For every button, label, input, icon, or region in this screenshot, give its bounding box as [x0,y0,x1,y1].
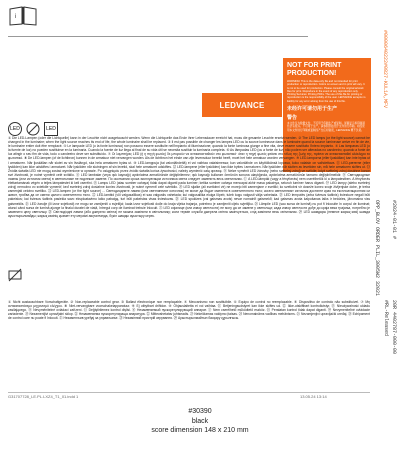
warning-cn-heading: 警告 [287,115,298,122]
vertical-code-4: #RL-Released [383,300,389,337]
light-source-notice: ① Die LED-Lampen (oder die Lichtquelle) kann in der Leuchte nicht ausgetauscht werden. Wenn die Lichtquelle das Ende ihrer Lebensdauer erreicht hat, muss die gesamte Leuchte ersetzt werden. ② The LED lamps (or the light source) cannot be changed in the luminaire; when the light source reaches its end of life, the whole luminaire shall be replaced. ③ Il est pas possible de changer les lampes LED ou la source lumineuse dans le luminaire quand la source lumineuse arrive en fin de vie, le luminaire entier doit être remplacé. ④ Le lampade LED (o la fonte luminosa) non possono essere sostituite nell'impianto di illuminazione; quando la fonte luminosa giunge a fine vita, deve essere sostituito l'intero impianto. ⑤ Las lámparas LED (o la fuente de luz) no pueden sustituirse en la luminaria. Cuando la fuente de luz llega al final de su vida útil se necesita sustituir la luminaria completa. ⑥ As lâmpadas LED (ou a fonte de luz) não podem ser alteradas no candeeiro; quando a fonte de luz atingir o seu fim de vida, todo o candeeiro deve ser substituído. ⑦ Οι λαμπτήρες LED (ή η πηγή φωτός) δε μπορούν να αντικατασταθούν στο φωτιστικό· όταν η πηγή φωτός φτάσει στο τέλος της ζωής της, πρέπει να αντικατασταθεί ολόκληρο το φωτιστικό. ⑧ De LED-lampen (of de lichtbron) kunnen in de armatuur niet vervangen worden. Als de lichtbron het einde van zijn levensduur bereikt heeft, moet het hele armatuur worden vervangen. ⑨ LED-lamporna (eller ljuskällan) kan inte bytas ut i armaturen. När ljuskällan når slutet av sin livslängd, ska hela armaturen bytas ut. ⑩ LED-lamppuja (tai valonlähdettä) ei voi vaihtaa valaisimessa; kun valonlähde on käyttöikänsä lopussa, koko valaisin on vaihdettava. ⑪ LED-pærerne (eller lyskilden) kan ikke udskiftes i armaturet. Når lyskilden når slutningen af sin levetid, skal hele armaturet udskiftes. ⑫ LED-lampene (eller lyskilden) kan ikke byttes i armaturen. Når lyskilden når slutten av levetiden sin, må hele armaturen skiftes ut. ⑬ Źródła światła LED nie mogą zostać wymienione w oprawie. Po osiągnięciu przez źródło światła końca żywotności, należy wymienić całą oprawę. ⑭ Nelze vyměnit LED žárovky (nebo světelný zdroj) ve svítidle; když světelný zdroj dosáhne konce své životnosti, je nutné vyměnit celé svítidlo. ⑮ LED lambalar (veya ışık kaynağı) aydınlatma armatüründe değiştirilemez; ışık kaynağı kullanım ömrünün sonuna ulaştığında, aydınlatma armatürünün tamamı değiştirilmelidir. ⑯ Светодиодные лампы (или источник света) в светильнике не подлежат замене. По окончании срока эксплуатации источника света следует заменить весь светильник. ⑰ A LED-lámpák (vagy a fényforrás) nem cserélhetők ki a lámpatestben. A fényforrás élettartamának végén a teljes lámpatestet ki kell cserélni. ⑱ Lampu LED (atau sumber cahaya) tidak dapat diganti pada luminer; ketika sumber cahaya mencapai akhir masa pakainya, seluruh luminer harus diganti. ⑲ LED lampy (alebo svetelný zdroj) nemožno vo svietidle vymeniť; keď svetelný zdroj dosiahne koniec životnosti, je nutné vymeniť celé svietidlo. ⑳ LED sijalke (ali svetlobni vir) ne morejo biti zamenjane v svetilki; ko svetlobni vir doseže konec svoje življenjske dobe, je treba zamenjati celotno svetilko. ㉑ LED-lampen (or the light source) ... Светодиодните лампи (или светлинният източник) не могат да бъдат сменени в осветителното тяло; когато светлинният източник достигне края на експлоатационния си живот, трябва да се смени цялото осветително тяло. ㉒ LED-lambid (või valgusallikas) ei saa valgustis vahetada; kui valgusallika eluiga lõpeb, tuleb kogu valgusti välja vahetada. ㉓ LED lemputės (arba šviesos šaltinis) šviestuve negali būti pakeistos; kai šviesos šaltinis pasiekia savo eksploatavimo laiko pabaigą, turi būti pakeistas visas šviestuvas. ㉔ LED spuldzes (vai gaismas avots) nevar nomainīt gaismeklī; kad gaismas avota kalpošanas laiks ir beidzies, jānomaina viss gaismeklis. ㉕ LED žarulje (ili izvor svjetlosti) ne mogu se zamijeniti u svjetiljci; kada izvor svjetlosti dođe do kraja vijeka trajanja, potrebno je zamijeniti cijelu svjetiljku. ㉖ Lămpile LED (sau sursa de lumină) nu pot fi înlocuite în corpul de iluminat; atunci când sursa de lumină ajunge la finalul duratei de viață, întregul corp de iluminat trebuie înlocuit. ㉗ LED сијалице (или извор светлости) не могу да се замене у светиљци; када извор светлости дође до краја века трајања, потребно је заменити целу светиљку. ㉘ Світлодіодні лампи (або джерело світла) не можна замінити в світильнику; коли термін служби джерела світла закінчується, слід замінити весь світильник. ㉙ LED шамдары (немесе жарық көзі) шамда ауыстырылмайды; жарық көзінің қызмет ету мерзімі аяқталғанда, бүкіл шамды ауыстыру керек. [8,136,370,218]
ledvance-logo: LEDVANCE [202,93,282,117]
led-icon: LED [8,122,22,136]
score-dimension: score dimension 148 x 210 mm [151,427,249,434]
led-symbols [8,122,58,136]
top-rule [8,36,308,37]
file-name: G31707728_LE.PL.LXZ4_T1_01.indd 1 [8,394,79,399]
vertical-code-1: #0000640222#0827-KUL1A,MFV [382,30,388,109]
vertical-code-3: #2024-01-01 # [391,200,397,240]
control-gear-symbol-icon [8,268,22,282]
warning-title: NOT FOR PRINT PRODUCTION! [287,62,342,77]
no-replace-icon [26,122,40,136]
control-gear-notice: ① Nicht austauschbare Vorschaltgeräte. ② Non-replaceable control gear. ③ Ballast électronique non remplaçable. ④ Meccanismo non sostituibile. ⑤ Equipo de control no reemplazable. ⑥ Dispositivo de controlo não substituível. ⑦ Μη αντικαταστάσιμο μηχανισμό ελέγχου. ⑧ Niet-vervangbare voorschakelapparatuur. ⑨ Ej utbytbart driftdon. ⑩ Ohjauslaitetta ei voi vaihtaa. ⑪ Betjeningsudstyret kan ikke skiftes ud. ⑫ Ikke-utskiftbart kontrollutstyr. ⑬ Nieużywalność układu zasilającego. ⑭ Nevyměnitelné ovládací zařízení. ⑮ Değiştirilemez kontrol dişlisi. ⑯ Незаменяемый пускорегулирующий аппарат. ⑰ Nem cserélhető működtető eszköz. ⑱ Peralatan kontrol tidak dapat diganti. ⑲ Nevymeniteľné ovládacie zariadenie. ⑳ Nezamenljivi upravljalni sklop. ㉑ Незаменяема пускорегулираща апаратура. ㉒ Mittevahetatav juhtseadis. ㉓ Nekeičiamas valdymo įtaisas. ㉔ Nenomaināms vadības mehānisms. ㉕ Nezamjenjivi upravljački uređaj. ㉖ Echipament de control care nu poate fi înlocuit. ㉗ Незаменљив уређај за управљање. ㉘ Незамінний пристрій керування. ㉙ Ауыстырылмайтын басқару құрылғысы. [8,300,370,321]
vertical-code-5: 20R 4402787-000-00 [391,300,397,355]
warning-cn-text: 本文件仅为数据文件，不可用于印刷生产或复制。屏幕显示和印刷颜色会有差异。不可用于生产。请参照原始设计文件进行印刷。如因使用本文件进行印刷或复制而产生任何错误，LEDVANCE 概不负责。 [287,122,365,132]
manual-book-icon [8,6,38,26]
item-number: #30390 [188,408,212,415]
svg-text:i: i [15,14,17,20]
print-date: 13.05.24 13:14 [300,394,327,399]
warning-text: WARNING! This is the data-only file and not intended for print production or reproduction. Colors on-screen and in print will vary. It is not to be used for production. Please consult the original artwork files for print. Reproduce in the event of any reproduction only. Printing Services: Printing PDFs. The use of this file for printing or reproduction is the responsibility of the user. LEDVANCE accepts no liability for any error arising from the use of this file. [287,80,366,103]
control-gear-symbols [8,268,22,282]
vertical-code-2: OPP_BLOV ORDER PLIL_3005W2 32021 [374,200,380,297]
color-name: black [191,418,209,425]
control-gear-icon: LED [44,122,58,136]
crop-line [8,392,370,393]
warning-cn-title: 未经许可请勿用于生产 [287,106,338,113]
